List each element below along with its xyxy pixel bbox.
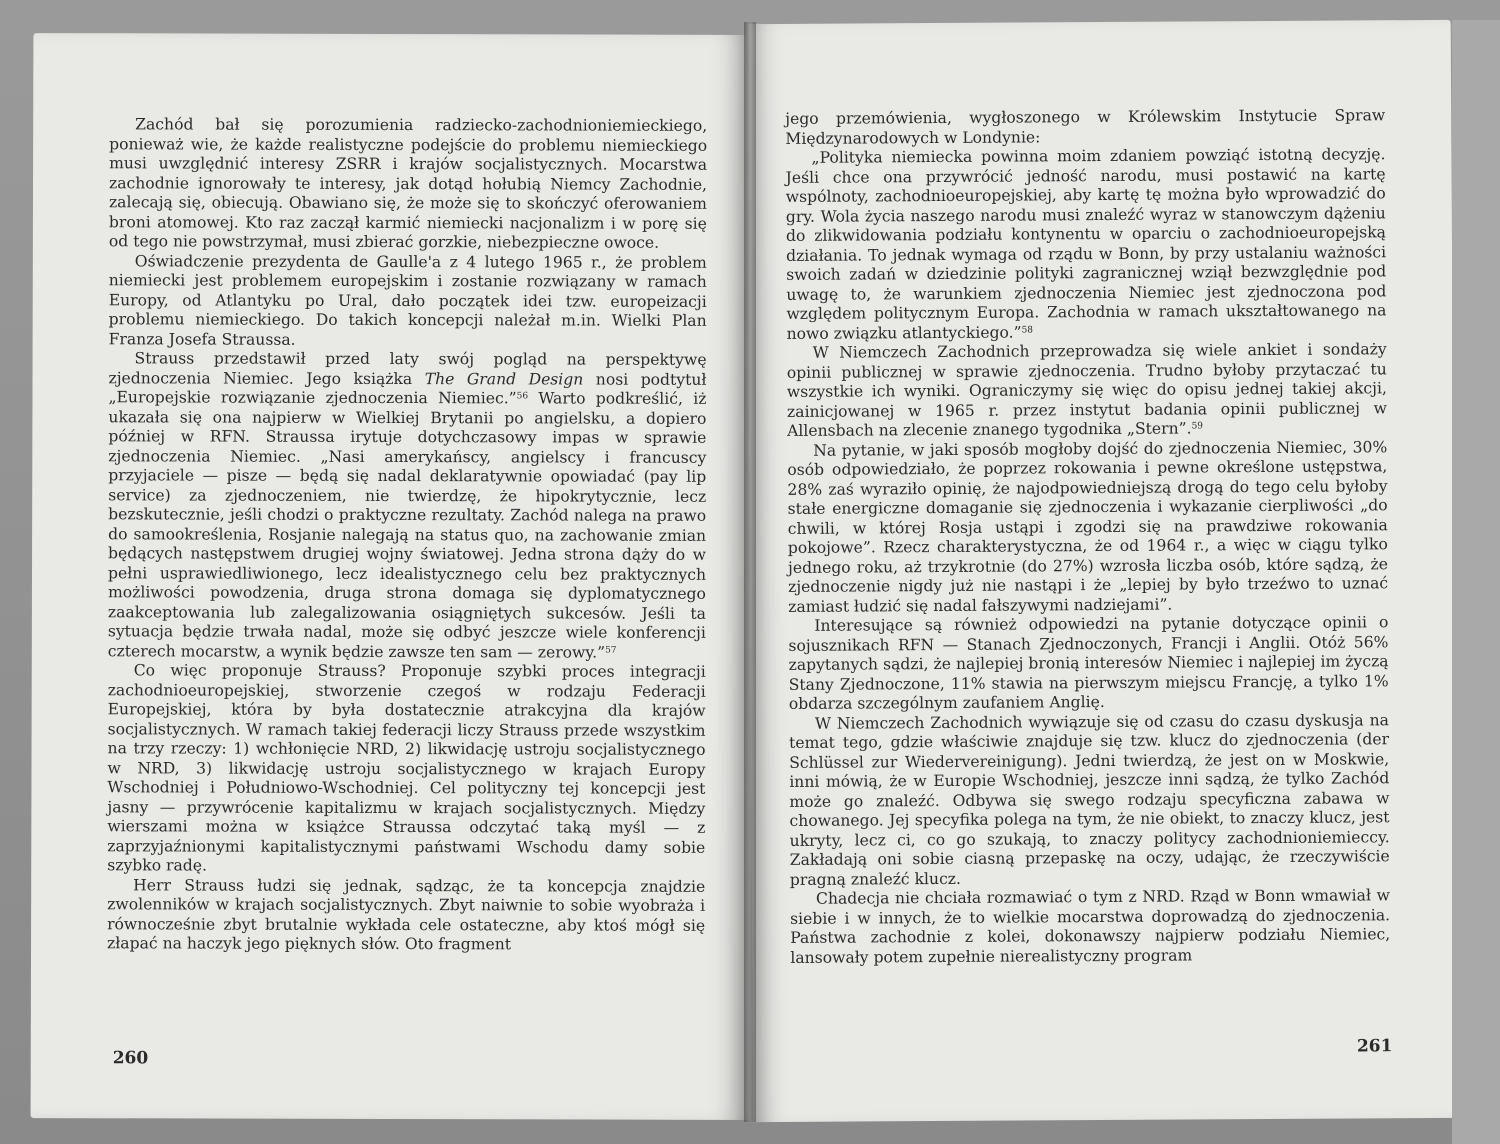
page-number: 261 [1356,1036,1393,1057]
footnote-ref: 56 [516,391,529,402]
scan-edge-strip [1452,20,1500,1144]
paragraph: Herr Strauss łudzi się jednak, sądząc, że ta koncepcja znajdzie zwolenników w krajach socjalistycznych. Zbyt naiwnie to sobie wyobraża i równocześnie zbyt brutalnie wykłada cele ostateczne, aby ktoś mógł się złapać na haczyk jego pięknych słów. Oto fragment [107,875,706,954]
left-page [31,33,752,1120]
right-page-body [785,106,1390,968]
paragraph-text: Strauss przedstawił przed laty swój pogląd na perspektywę zjednoczenia Niemiec. Jego książka [108,349,707,388]
paragraph: Interesujące są również odpowiedzi na pytanie dotyczące opinii o sojusznikach RFN — Stanach Zjednoczonych, Francji i Anglii. Otóż 56% zapytanych sądzi, że najlepiej bronią interesów Niemiec i najlepiej im życzą Stany Zjednoczone, 11% stawia na pierwszym miejscu Francję, a tylko 1% obdarza szczególnym zaufaniem Anglię. [788,613,1389,713]
footnote-ref: 59 [1191,421,1204,432]
paragraph [108,349,707,663]
paragraph-text: nosi podtytuł „Europejskie rozwiązanie zjednoczenia Niemiec.” [108,370,707,408]
quote-paragraph [785,145,1386,344]
paragraph-text: „Polityka niemiecka powinna moim zdaniem powziąć istotną decyzję. Jeśli chce ona przywrócić jedność narodu, musi postawić na kartę wspólnoty, zachodnioeuropejskiej, aby kartę tę można było wprowadzić do gry. Wola życia naszego narodu musi znaleźć wyraz w stanowczym dążeniu do zlikwidowania podziału kontynentu w oparciu o zachodnioeuropejską działania. To jednak wymaga od rządu w Bonn, by przy ustalaniu ważności swoich zadań w dziedzinie polityki zagranicznej wziął bezwzględnie pod uwagę to, że warunkiem zjednoczenia Niemiec jest zjednoczona pod względem politycznym Europa. Zachodnia w ramach ukształtowanego na nowo związku atlantyckiego.” [785,145,1387,343]
paragraph: W Niemczech Zachodnich wywiązuje się od czasu do czasu dyskusja na temat tego, gdzie właściwie znajduje się tzw. klucz do zjednoczenia (der Schlüssel zur Wiedervereinigung). Jedni twierdzą, że jest on w Moskwie, inni mówią, że w Europie Wschodniej, jeszcze inni sądzą, że tylko Zachód może go znaleźć. Odbywa się swego rodzaju specyficzna zabawa w chowanego. Jej specyfika polega na tym, że nie obiekt, to znaczy klucz, jest ukryty, lecz ci, co go szukają, to znaczy politycy zachodnioniemieccy. Zakładają oni sobie ciasną przepaskę na oczy, udając, że rzeczywiście pragną znaleźć klucz. [788,710,1390,889]
paragraph: Zachód bał się porozumienia radziecko-zachodnioniemieckiego, ponieważ wie, że każde realistyczne podejście do problemu niemieckiego musi uwzględnić interesy ZSRR i krajów socjalistycznych. Mocarstwa zachodnie ignorowały te interesy, jak dotąd hołubią Niemcy Zachodnie, zalecają się, obiecują. Obawiano się, że może się to skończyć oferowaniem broni atomowej. Kto raz zaczął karmić niemiecki nacjonalizm i w porę się od tego nie powstrzymał, musi zbierać gorzkie, niebezpieczne owoce. [108,115,708,252]
book-title: The Grand Design [424,369,584,389]
page-number: 260 [112,1048,149,1069]
paragraph: Oświadczenie prezydenta de Gaulle'a z 4 lutego 1965 r., że problem niemiecki jest problemem europejskim i zostanie rozwiązany w ramach Europy, od Atlantyku po Ural, dało początek idei tzw. europeizacji problemu niemieckiego. Do takich koncepcji należał m.in. Wielki Plan Franza Josefa Straussa. [108,251,707,349]
paragraph-text: W Niemczech Zachodnich przeprowadza się wiele ankiet i sondaży opinii publicznej w sprawie zjednoczenia. Trudno byłoby przytaczać tu wszystkie ich wyniki. Ograniczymy się więc do opisu jednej takiej akcji, zainicjowanej w 1965 r. przez instytut badania opinii publicznej w Allensbach na zlecenie znanego tygodnika „Stern”. [786,340,1388,440]
paragraph: Chadecja nie chciała rozmawiać o tym z NRD. Rząd w Bonn wmawiał w siebie i w innych, że to wielkie mocarstwa doprowadzą do zjednoczenia. Państwa zachodnie z kolei, dokonawszy najpierw podziału Niemiec, lansowały potem zupełnie nierealistyczny program [790,886,1391,967]
footnote-ref: 57 [605,645,617,656]
paragraph [787,340,1388,441]
paragraph: Na pytanie, w jaki sposób mogłoby dojść do zjednoczenia Niemiec, 30% osób odpowiedziało, że poprzez rokowania i pewne określone ustępstwa, 28% zaś wyraziło opinię, że najodpowiedniejszą drogą do tego celu byłoby stałe energiczne domaganie się zjednoczenia i wykazanie cierpliwości „do chwili, w której Rosja ustąpi i zgodzi się na prawdziwe rokowania pokojowe”. Rzecz charakterystyczna, że od 1964 r., a więc w ciągu tylko jednego roku, aż trzykrotnie (do 27%) wzrosła liczba osób, które sądzą, że zjednoczenie nigdy już nie nastąpi i że „lepiej by było trzeźwo to uznać zamiast łudzić się nadal fałszywymi nadziejami”. [787,437,1389,616]
right-page [747,20,1458,1122]
paragraph-text: Warto podkreślić, iż ukazała się ona najpierw w Wielkiej Brytanii po angielsku, a dopiero później w RFN. Straussa irytuje dotychczasowy impas w sprawie zjednoczenia Niemiec. „Nasi amerykańscy, angielscy i francuscy przyjaciele — pisze — będą się nadal deklaratywnie opowiadać (pay lip service) za zjednoczeniem, nie twierdzę, że hipokrytycznie, lecz bezskutecznie, jeśli chodzi o praktyczne rezultaty. Zachód nalega na prawo do samookreślenia, Rosjanie nalegają na status quo, na zachowanie zmian będących następstwem drugiej wojny światowej. Jedna strona dąży do w pełni usprawiedliwionego, lecz idealistycznego celu bez praktycznych możliwości powodzenia, druga strona domaga się dyplomatycznego zaakceptowania lub zalegalizowania osiągniętych sukcesów. Jeśli ta sytuacja będzie trwała nadal, może się odbyć jeszcze wiele konferencji czterech mocarstw, a wynik będzie zawsze ten sam — zerowy.” [107,389,707,662]
left-page-body [107,115,707,955]
book-spine-shadow [744,22,756,1122]
paragraph: jego przemówienia, wygłoszonego w Królewskim Instytucie Spraw Międzynarodowych w Londynie: [785,106,1386,148]
paragraph: Co więc proponuje Strauss? Proponuje szybki proces integracji zachodnioeuropejskiej, stworzenie czegoś w rodzaju Federacji Europejskiej, która by była dostatecznie atrakcyjna dla krajów socjalistycznych. W ramach takiej federacji liczy Strauss przede wszystkim na trzy rzeczy: 1) wchłonięcie NRD, 2) likwidację ustroju socjalistycznego w NRD, 3) likwidację ustroju socjalistycznego w krajach Europy Wschodniej i Południowo-Wschodniej. Cel polityczny tej koncepcji jest jasny — przywrócenie kapitalizmu w krajach socjalistycznych. Między wierszami można w książce Straussa odczytać taką myśl — z zaprzyjaźnionymi kapitalistycznymi państwami Wschodu damy sobie szybko radę. [107,661,706,875]
footnote-ref: 58 [1021,324,1034,335]
